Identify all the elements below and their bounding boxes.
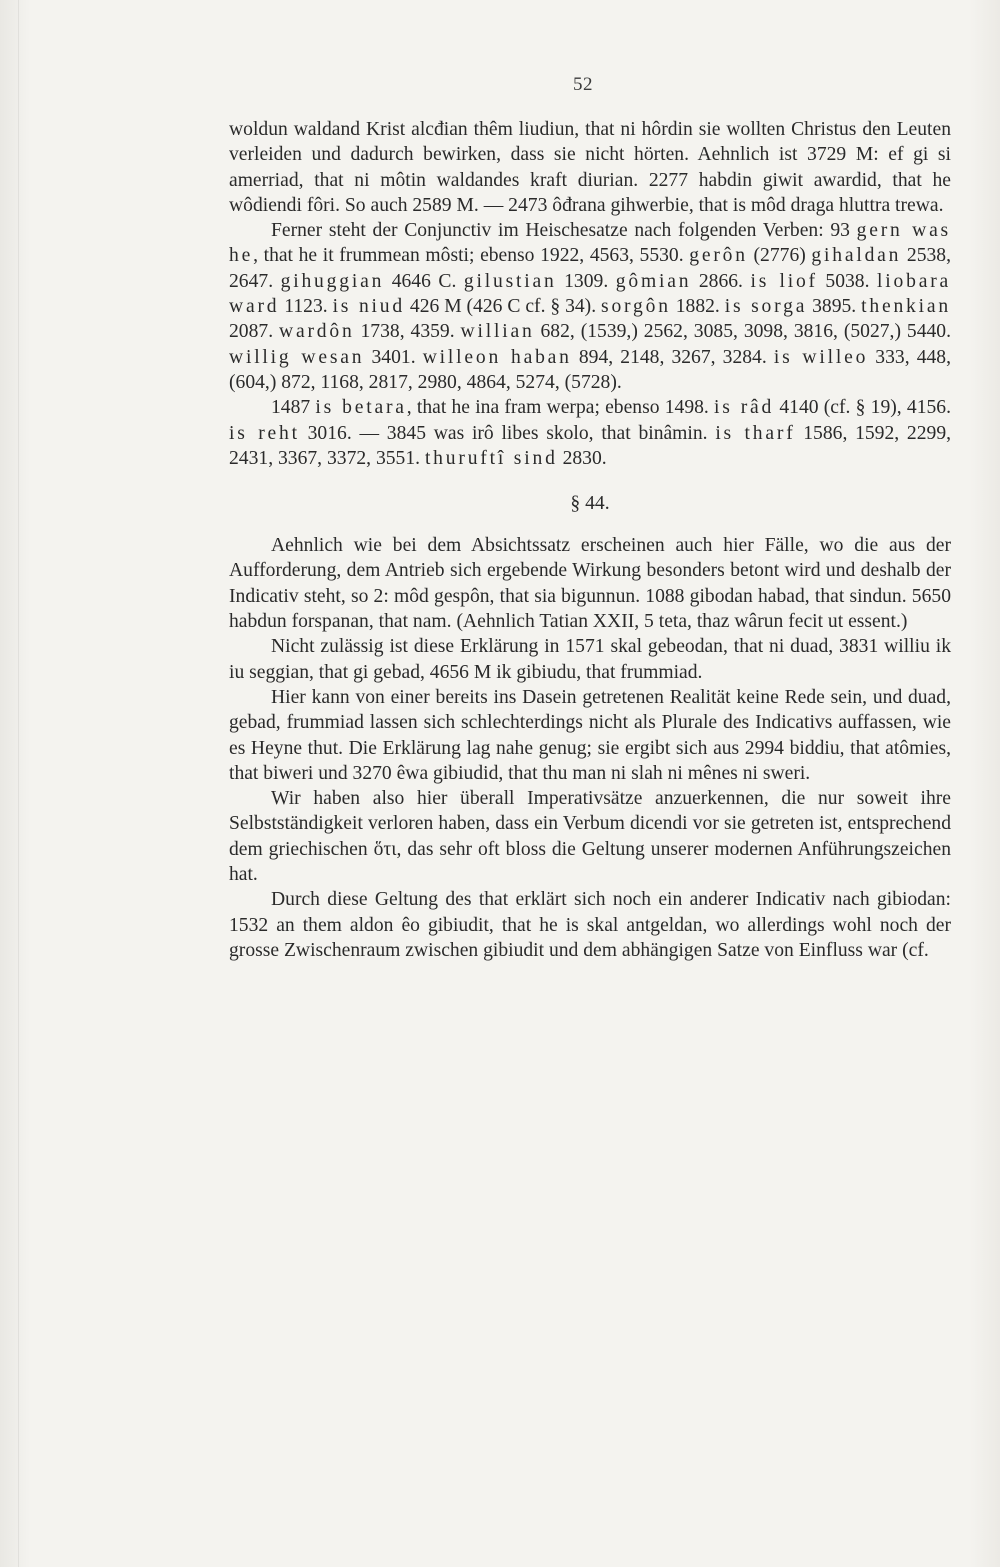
text-run: 894, 2148, 3267, 3284. [571,346,774,368]
spaced-term: wardôn [279,321,355,343]
spaced-term: gômian [615,270,692,292]
spaced-term: is reht [229,422,300,444]
spaced-term: willig wesan [229,346,365,368]
paragraph [229,887,951,963]
text-run: 5038. [817,270,878,292]
text-run: Aehnlich wie bei dem Absichtssatz erscheinen auch hier Fälle, wo die aus der Aufforderung, dem Antrieb sich ergebende Wirkung besonders betont wird und deshalb der Indicativ steht, so 2: môd gespôn, that sia bigunnun. 1088 gibodan habad, that sindun. 5650 habdun forspanan, that nam. (Aehnlich Tatian XXII, 5 teta, thaz wârun fecit ut essent.) [229,535,951,633]
text-run: 3401. [364,346,423,368]
paragraph [229,117,951,218]
spaced-term: gerôn [689,245,748,267]
text-run: Wir haben also hier überall Imperativsätze anzuerkennen, die nur soweit ihre Selbstständigkeit verloren haben, dass ein Verbum dicendi vor sie getreten ist, entsprechend dem griechischen ὅτι, das sehr oft bloss die Geltung unserer modernen Anführungszeichen hat. [229,788,951,886]
spaced-term: thenkian [861,296,951,318]
text-run: 1309. [556,270,616,292]
text-run: 333, 448, (604,) 872, 1168, 2817, 2980, 4864, 5274, (5728). [229,346,951,393]
spaced-term: gilustian [463,270,557,292]
text-run: 3016. — 3845 was irô libes skolo, that binâmin. [299,422,716,444]
paragraph [229,395,951,471]
text-run: 1882. [670,296,725,318]
section-heading [229,491,951,516]
text-run: 4140 (cf. § 19), 4156. [774,397,951,419]
text-run: 1123. [279,296,333,318]
text-run: 2830. [557,447,607,469]
text-run: (2776) [747,245,812,267]
text-run: Durch diese Geltung des that erklärt sich noch ein anderer Indicativ nach gibiodan: 1532 an them aldon êo gibiudit, that he is skal antgeldan, wo allerdings wohl noch der grosse Zwischenraum zwischen gibiudit und dem abhängigen Satze von Einfluss war (cf. [229,889,951,961]
spaced-term: is niud [332,296,405,318]
spaced-term: is râd [714,397,775,419]
spaced-term: sorgôn [601,296,671,318]
page-number: 52 [573,74,593,95]
text-run: woldun waldand Krist alcđian thêm liudiun, that ni hôrdin sie wollten Christus den Leuten verleiden und dadurch bewirken, dass sie nicht hörten. Aehnlich ist 3729 M: ef gi si amerriad, that ni môtin waldandes kraft diurian. 2277 habdin giwit awardid, that he wôdiendi fôri. So auch 2589 M. — 2473 ôđrana gihwerbie, that is môd draga hluttra trewa. [229,119,951,216]
spaced-term: is betara [315,397,407,419]
spaced-term: is willeo [773,346,869,368]
spaced-term: is liof [750,270,818,292]
text-run: 426 M (426 C cf. § 34). [404,296,602,318]
spaced-term: is tharf [715,422,796,444]
spaced-term: gihaldan [811,245,902,267]
paragraph [229,634,951,685]
spaced-term: willeon haban [422,346,572,368]
paragraph [229,533,951,634]
page-fold-shadow [18,0,19,1567]
text-run: 4646 C. [384,270,464,292]
spaced-term: thuruftî sind [424,447,558,469]
text-run: Ferner steht der Conjunctiv im Heischesatze nach folgenden Verben: 93 [271,220,857,242]
text-run: , that he ina fram werpa; ebenso 1498. [406,397,715,419]
text-run: 2866. [691,270,751,292]
spaced-term: liobara ward [229,270,952,318]
body-text [229,117,951,963]
text-run: 3895. [807,296,862,318]
text-run: Nicht zulässig ist diese Erklärung in 1571 skal gebeodan, that ni duad, 3831 williu ik iu seggian, that gi gebad, 4656 M ik gibiudu, that frummiad. [229,636,951,683]
text-run: , that he it frummean môsti; ebenso 1922, 4563, 5530. [253,245,690,267]
spaced-term: gern was he [229,220,951,267]
spaced-term: willian [460,321,535,343]
text-run: 682, (1539,) 2562, 3085, 3098, 3816, (5027,) 5440. [534,321,951,343]
paragraph [229,786,951,887]
text-run: 2538, 2647. [229,245,951,292]
text-run: 2087. [229,321,280,343]
spaced-term: is sorga [724,296,808,318]
text-run: 1738, 4359. [354,321,461,343]
text-run: Hier kann von einer bereits ins Dasein getretenen Realität keine Rede sein, und duad, gebad, frummiad lassen sich schlechterdings nicht als Plurale des Indicativs auffassen, wie es Heyne thut. Die Erklärung lag nahe genug; sie ergibt sich aus 2994 biddiu, that atômies, that biweri und 3270 êwa gibiudid, that thu man ni slah ni mênes ni sweri. [229,686,951,784]
paragraph [229,685,951,786]
paragraph [229,218,951,395]
text-run: 1586, 1592, 2299, 2431, 3367, 3372, 3551. [229,422,952,469]
spaced-term: gihuggian [280,270,385,292]
text-run: § 44. [570,493,610,515]
text-run: 1487 [271,397,316,419]
